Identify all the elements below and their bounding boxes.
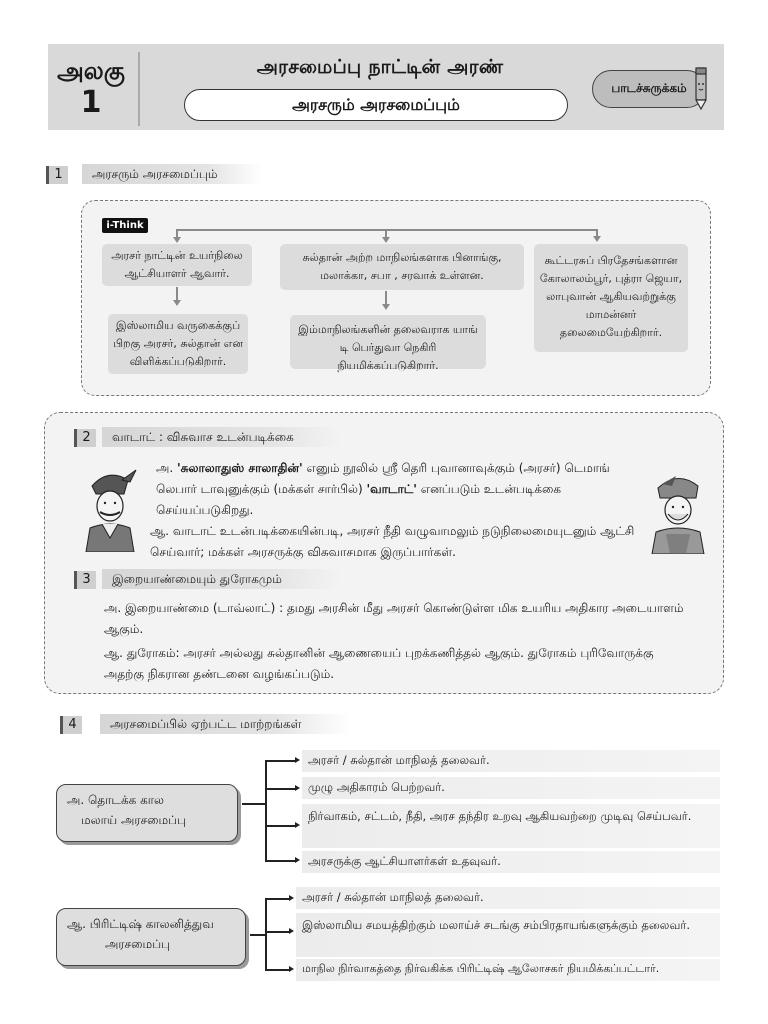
para-text: இறையாண்மை (டாவ்லாட்) : தமது அரசின் மீது அரசர் கொண்டுள்ள மிக உயரிய அதிகார அடையாளம் ஆகும். [104, 601, 684, 636]
para-text: எனப்படும் உடன்படிக்கை செய்யப்படுகிறது. [156, 482, 562, 517]
arrow-right-icon [289, 966, 294, 972]
section-2-para-b [150, 521, 644, 563]
section-3-number: 3 [74, 571, 96, 589]
unit-label [50, 48, 132, 128]
arrow-right-icon [295, 785, 300, 791]
para-text: துரோகம்: அரசர் அல்லது சுல்தானின் ஆணையைப் புறக்கணித்தல் ஆகும். துரோகம் புரிவோருக்கு அதற்கு நிகரான தண்டனை வழங்கப்படும். [104, 646, 654, 681]
mindmap-box-b1: சுல்தான் அற்ற மாநிலங்களாக பினாங்கு, மலாக்கா, சபா , சரவாக் உள்ளன. [280, 244, 524, 290]
group-a-title-1: அ. தொடக்க கால [67, 793, 165, 807]
group-a-title-2: மலாய் அரசமைப்பு [81, 813, 187, 827]
sultan-portrait-left [78, 466, 142, 552]
bracket-tick [265, 860, 295, 862]
arrow-right-icon [295, 757, 300, 763]
arrow-right-icon [295, 822, 300, 828]
section-4-label: அரசமைப்பில் ஏற்பட்ட மாற்றங்கள் [100, 714, 350, 734]
group-b-title-2: அரசமைப்பு [105, 937, 171, 951]
page-title: அரசமைப்பு நாட்டின் அரண் [256, 56, 504, 78]
section-1-number: 1 [46, 166, 68, 184]
section-2-number: 2 [74, 429, 96, 447]
section-3-label: இறையாண்மையும் துரோகமும் [102, 569, 342, 589]
group-a-item-2: முழு அதிகாரம் பெற்றவர். [302, 777, 720, 799]
term-wadat: 'வாடாட்' [366, 482, 417, 496]
bracket-tick [265, 969, 289, 971]
bracket-stem-a [242, 803, 266, 805]
group-b-item-3: மாநில நிர்வாகத்தை நிர்வகிக்க பிரிட்டிஷ் ஆலோசகர் நியமிக்கப்பட்டார். [296, 959, 720, 981]
arrow-right-icon [289, 928, 294, 934]
sultan-portrait-right [646, 470, 710, 554]
mindmap-box-a1: அரசர் நாட்டின் உயர்நிலை ஆட்சியாளர் ஆவார். [102, 244, 252, 286]
unit-word: அலகு [57, 57, 125, 85]
page-subtitle: அரசரும் அரசமைப்பும் [184, 89, 568, 121]
para-marker: ஆ. [104, 646, 123, 660]
group-a-box [56, 784, 238, 842]
arrow-down-icon [173, 237, 181, 243]
connector-a2 [176, 287, 178, 301]
group-b-box [56, 908, 246, 966]
unit-number: 1 [80, 85, 102, 120]
bracket-tick [265, 760, 295, 762]
bracket-tick [265, 931, 289, 933]
bracket-stem-b [250, 934, 266, 936]
bracket-tick [265, 788, 295, 790]
ithink-tag: i-Think [102, 218, 148, 233]
bracket-a [265, 760, 267, 861]
group-b-title-1: ஆ. பிரிட்டிஷ் காலனித்துவ [67, 917, 214, 931]
group-a-item-1: அரசர் / சுல்தான் மாநிலத் தலைவர். [302, 750, 720, 772]
section-2-para-a [156, 458, 640, 521]
section-4-number: 4 [60, 716, 82, 734]
section-1-label: அரசரும் அரசமைப்பும் [82, 164, 262, 184]
bracket-tick [265, 898, 289, 900]
group-b-item-1: அரசர் / சுல்தான் மாநிலத் தலைவர். [296, 887, 720, 909]
group-a-item-3: நிர்வாகம், சட்டம், நீதி, அரச தந்திர உறவு ஆகியவற்றை முடிவு செய்பவர். [302, 804, 720, 848]
para-marker: ஆ. [150, 524, 169, 538]
arrow-down-icon [382, 237, 390, 243]
mindmap-box-c1: கூட்டரசுப் பிரதேசங்களான கோலாலம்பூர், புத்ரா ஜெயா, லாபுவான் ஆகியவற்றுக்கு மாமன்னர் தலைமையேற்கிறார். [534, 244, 688, 352]
bracket-b [265, 898, 267, 970]
section-2-label: வாடாட் : விசுவாச உடன்படிக்கை [102, 427, 342, 447]
mindmap-box-b2: இம்மாநிலங்களின் தலைவராக யாங் டி பெர்துவா நெகிரி நியமிக்கப்படுகிறார். [290, 315, 486, 369]
arrow-down-icon [173, 300, 181, 306]
para-marker: அ. [104, 601, 122, 615]
bracket-tick [265, 825, 295, 827]
para-text: எனும் நூலில் ஸ்ரீ தெரி புவானாவுக்கும் (அரசர்) டெமாங் லெபார் டாவுனுக்கும் (மக்கள் சார்பில்) [156, 461, 610, 496]
book-title: 'சுலாலாதுஸ் சாலாதின்' [176, 461, 303, 475]
connector-b2 [385, 291, 387, 305]
header-divider [138, 52, 140, 126]
pencil-icon [692, 66, 710, 110]
para-text: வாடாட் உடன்படிக்கையின்படி, அரசர் நீதி வழுவாமலும் நடுநிலைமையுடனும் ஆட்சி செய்வார்; மக்கள் அரசருக்கு விசுவாசமாக இருப்பார்கள். [150, 524, 635, 559]
mindmap-box-a2: இஸ்லாமிய வருகைக்குப் பிறகு அரசர், சுல்தான் என விளிக்கப்படுகிறார். [108, 314, 248, 374]
summary-badge: பாடச்சுருக்கம் [592, 70, 706, 108]
group-a-item-4: அரசருக்கு ஆட்சியாளர்கள் உதவுவர். [302, 851, 720, 873]
section-3-para-a [104, 598, 684, 640]
group-b-item-2: இஸ்லாமிய சமயத்திற்கும் மலாய்ச் சடங்கு சம்பிரதாயங்களுக்கும் தலைவர். [296, 913, 720, 957]
section-3-para-b [104, 643, 684, 685]
arrow-down-icon [593, 236, 601, 242]
arrow-down-icon [382, 304, 390, 310]
para-marker: அ. [156, 461, 174, 475]
arrow-right-icon [289, 895, 294, 901]
arrow-right-icon [295, 857, 300, 863]
